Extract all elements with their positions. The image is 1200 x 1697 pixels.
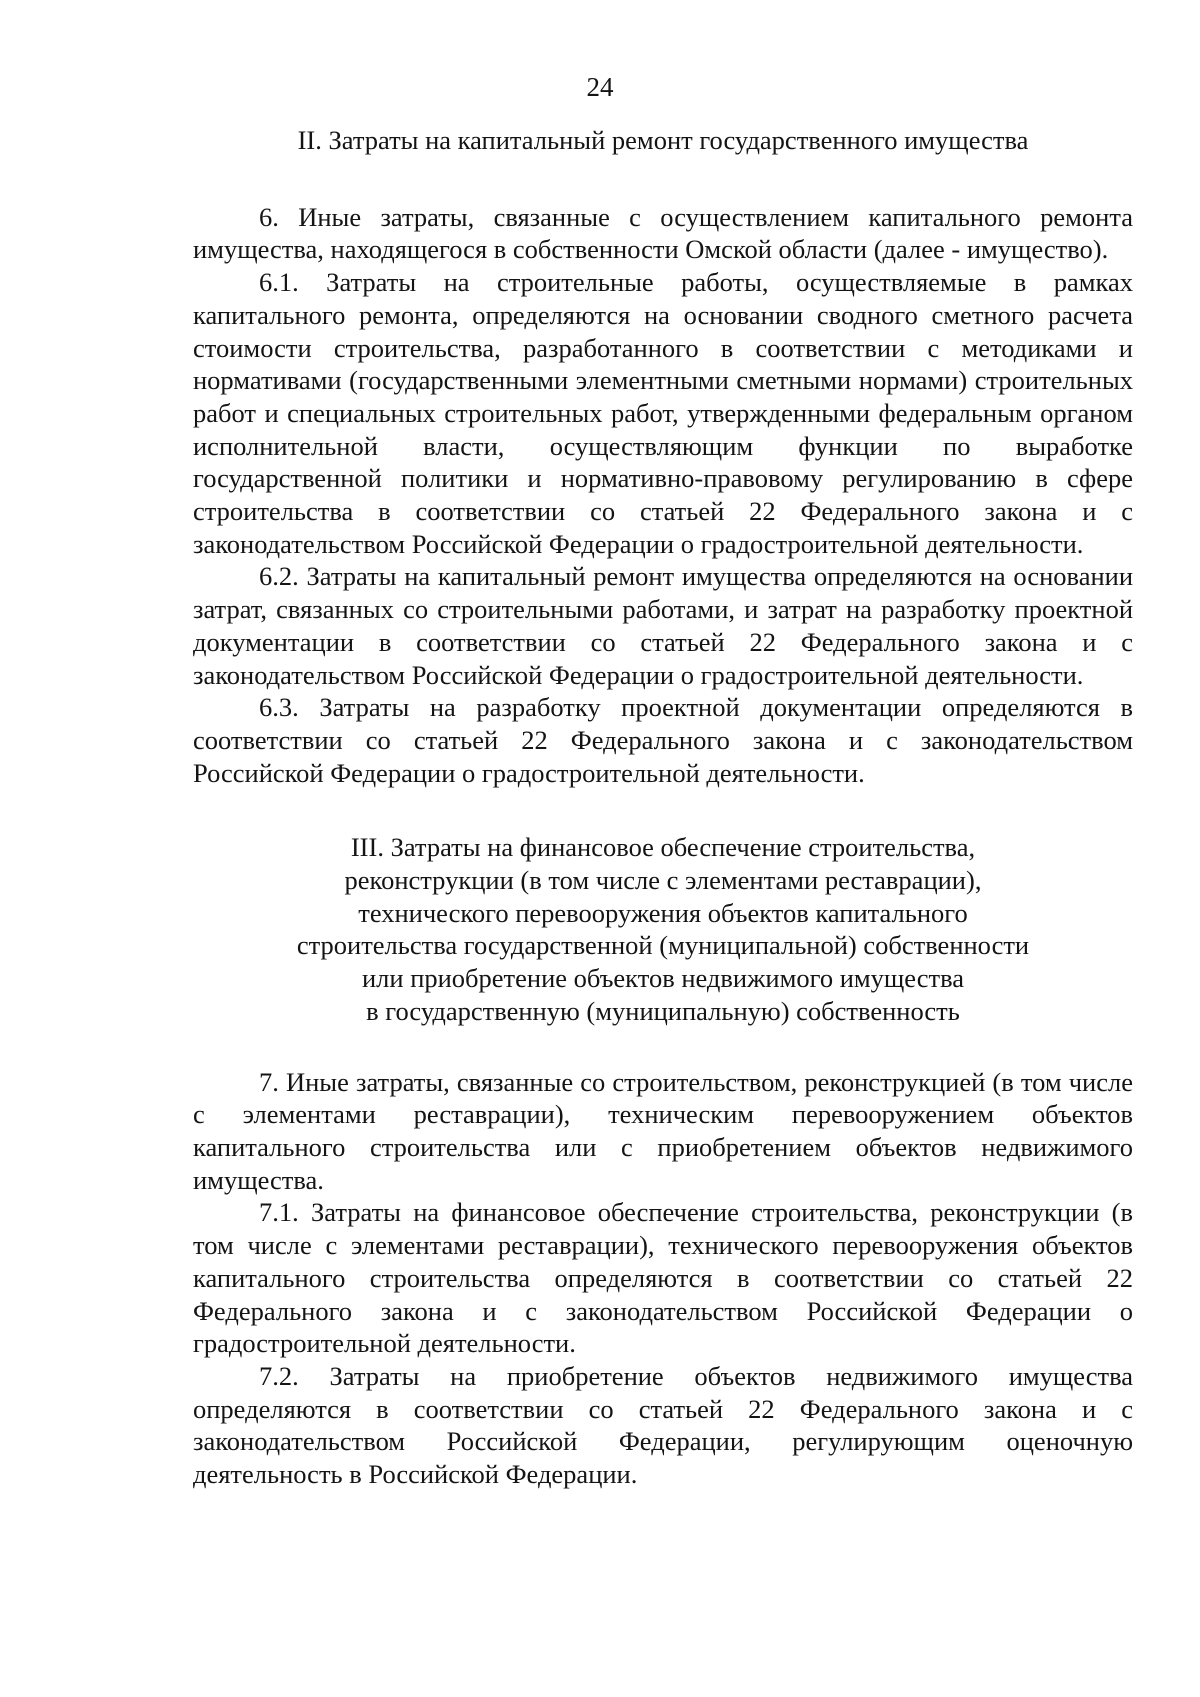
section-3-heading-line: в государственную (муниципальную) собственность <box>366 995 960 1026</box>
section-3-heading-line: или приобретение объектов недвижимого имущества <box>361 963 964 994</box>
document-body <box>193 124 1133 1491</box>
paragraph-6: 6. Иные затраты, связанные с осуществлением капитального ремонта имущества, находящегося в собственности Омской области (далее - имущество). <box>193 201 1133 265</box>
section-3-heading-line: III. Затраты на финансовое обеспечение строительства, <box>350 832 976 863</box>
paragraph-7-2: 7.2. Затраты на приобретение объектов недвижимого имущества определяются в соответствии со статьей 22 Федерального закона и с законодательством Российской Федерации, регулирующим оценочную деятельность в Российской Федерации. <box>193 1360 1133 1490</box>
section-2-heading: II. Затраты на капитальный ремонт государственного имущества <box>297 125 1029 155</box>
section-3-heading <box>238 831 1088 1027</box>
paragraph-6-3: 6.3. Затраты на разработку проектной документации определяются в соответствии со статьей 22 Федерального закона и с законодательством Российской Федерации о градостроительной деятельности. <box>193 692 1133 788</box>
section-3-heading-line: реконструкции (в том числе с элементами реставрации), <box>344 865 982 896</box>
paragraph-6-1: 6.1. Затраты на строительные работы, осуществляемые в рамках капитального ремонта, определяются на основании сводного сметного расчета стоимости строительства, разработанного в соответствии с методиками и нормативами (государственными элементными сметными нормами) строительных работ и специальных строительных работ, утвержденными федеральным органом исполнительной власти, осуществляющим функции по выработке государственной политики и нормативно-правовому регулированию в сфере строительства в соответствии со статьей 22 Федерального закона и с законодательством Российской Федерации о градостроительной деятельности. <box>193 267 1133 559</box>
paragraph-7-1: 7.1. Затраты на финансовое обеспечение строительства, реконструкции (в том числе с элементами реставрации), технического перевооружения объектов капитального строительства определяются в соответствии со статьей 22 Федерального закона и с законодательством Российской Федерации о градостроительной деятельности. <box>193 1197 1133 1359</box>
page-number: 24 <box>586 72 614 102</box>
section-3-heading-line: строительства государственной (муниципальной) собственности <box>296 930 1030 961</box>
paragraph-7: 7. Иные затраты, связанные со строительством, реконструкцией (в том числе с элементами реставрации), техническим перевооружением объектов капитального строительства или с приобретением объектов недвижимого имущества. <box>193 1066 1133 1195</box>
paragraph-6-2: 6.2. Затраты на капитальный ремонт имущества определяются на основании затрат, связанных со строительными работами, и затрат на разработку проектной документации в соответствии со статьей 22 Федерального закона и с законодательством Российской Федерации о градостроительной деятельности. <box>193 561 1133 690</box>
section-3-heading-line: технического перевооружения объектов капитального <box>358 897 968 928</box>
